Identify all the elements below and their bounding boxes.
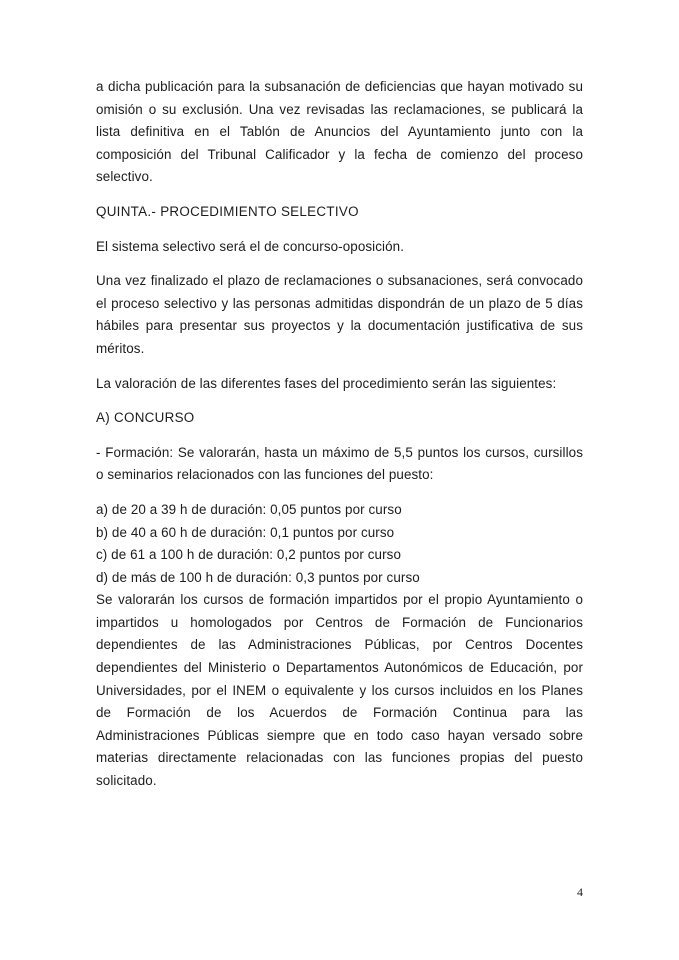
section-heading-quinta: QUINTA.- PROCEDIMIENTO SELECTIVO (96, 203, 359, 219)
list-item-duration-d: d) de más de 100 h de duración: 0,3 puntos por curso (96, 569, 420, 585)
paragraph-formacion-intro: - Formación: Se valorarán, hasta un máximo de 5,5 puntos los cursos, cursillos o seminarios relacionados con las funciones del puesto: (96, 444, 583, 483)
paragraph-selective-system: El sistema selectivo será el de concurso-oposición. (96, 238, 405, 254)
list-item-duration-c: c) de 61 a 100 h de duración: 0,2 puntos por curso (96, 547, 402, 563)
list-item-duration-a: a) de 20 a 39 h de duración: 0,05 puntos por curso (96, 501, 402, 517)
list-item-duration-b: b) de 40 a 60 h de duración: 0,1 puntos por curso (96, 524, 395, 540)
page-number: 4 (577, 885, 583, 899)
section-heading-concurso: A) CONCURSO (96, 410, 195, 426)
paragraph-publication-deficiencies: a dicha publicación para la subsanación de deficiencias que hayan motivado su omisión o su exclusión. Una vez revisadas las reclamaciones, se publicará la lista definitiva en el Tablón de Anuncios del Ayuntamiento junto con la composición del Tribunal Calificador y la fecha de comienzo del proceso selectivo. (96, 79, 583, 185)
paragraph-courses-validity: Se valorarán los cursos de formación impartidos por el propio Ayuntamiento o impartidos u homologados por Centros de Formación de Funcionarios dependientes de las Administraciones Públicas, por Centros Docentes dependientes del Ministerio o Departamentos Autonómicos de Educación, por Universidades, por el INEM o equivalente y los cursos incluidos en los Planes de Formación de los Acuerdos de Formación Continua para las Administraciones Públicas siempre que en todo caso hayan versado sobre materias directamente relacionadas con las funciones propias del puesto solicitado. (96, 592, 583, 789)
paragraph-deadline-projects: Una vez finalizado el plazo de reclamaciones o subsanaciones, será convocado el proceso selectivo y las personas admitidas dispondrán de un plazo de 5 días hábiles para presentar sus proyectos y la documentación justificativa de sus méritos. (96, 273, 583, 356)
course-duration-list (96, 499, 583, 589)
paragraph-valuation-phases: La valoración de las diferentes fases del procedimiento serán las siguientes: (96, 375, 557, 391)
